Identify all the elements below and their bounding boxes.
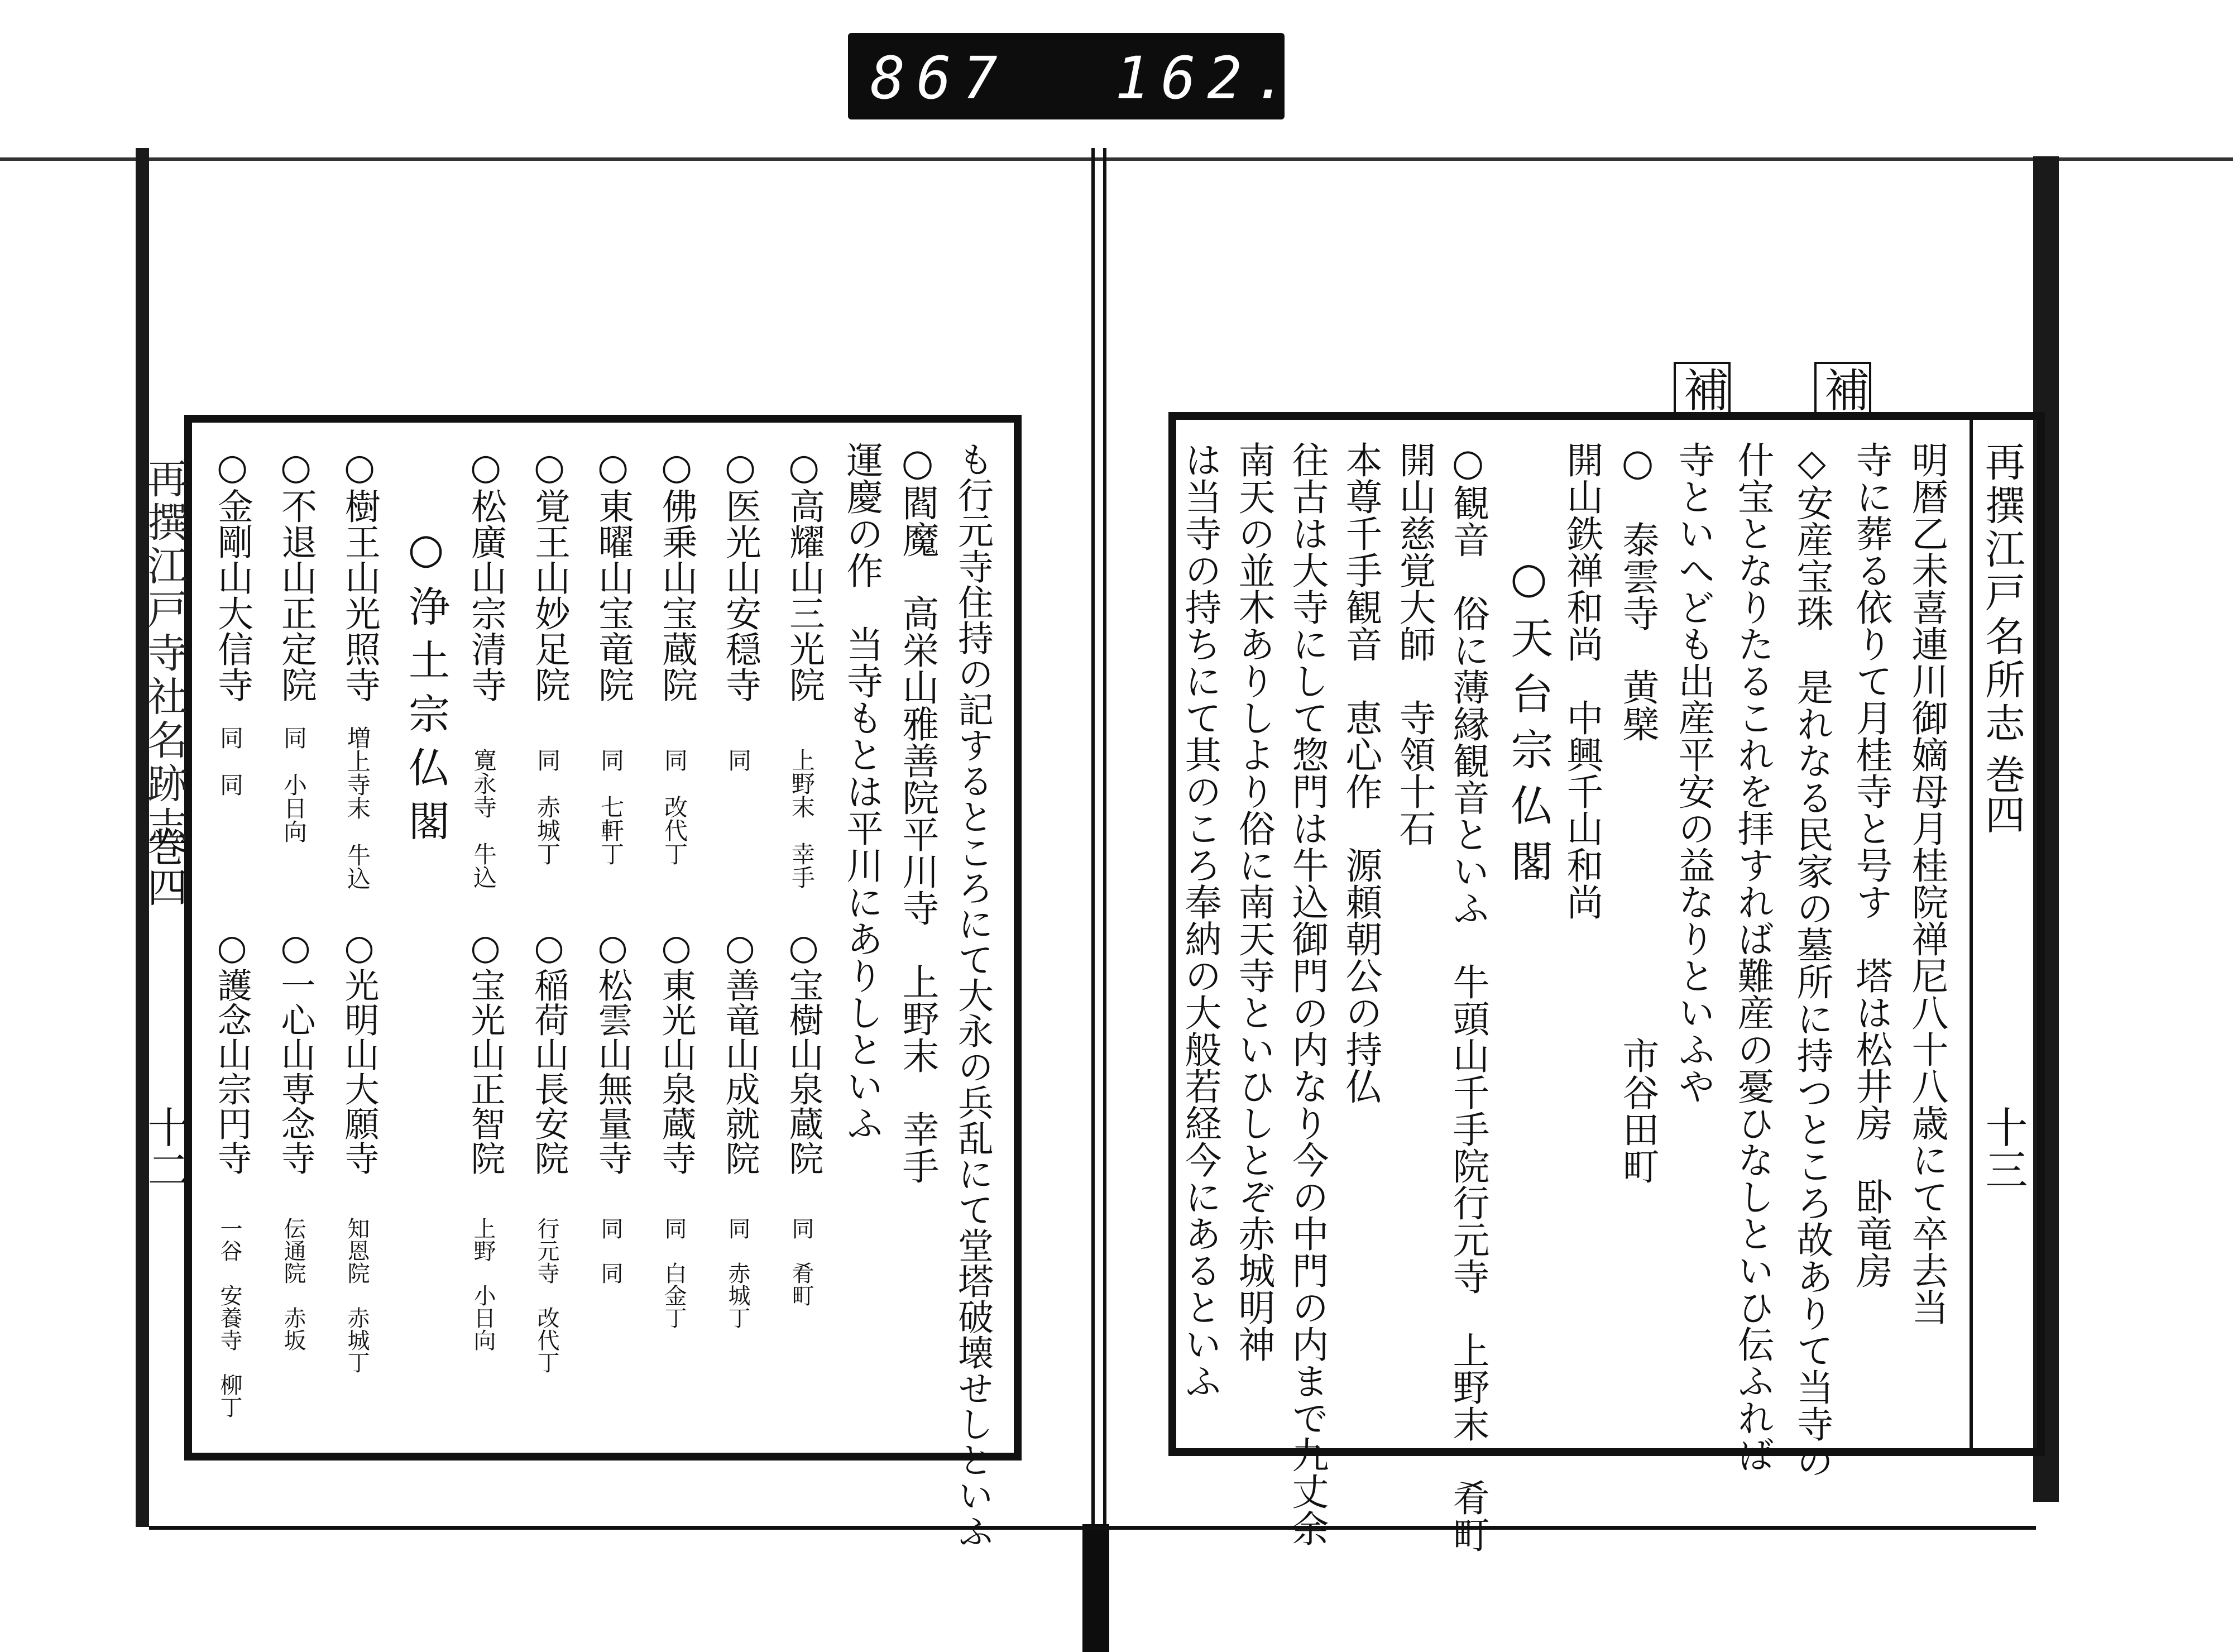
- temple-name: ○稲荷山長安院: [529, 927, 569, 1175]
- temple-note: 同 小日向: [280, 726, 308, 843]
- text-column: 開山慈覚大師 寺領十石: [1393, 441, 1436, 846]
- temple-note: 同 白金丁: [661, 1217, 687, 1329]
- temple-note: 同 七軒丁: [597, 748, 625, 865]
- temple-note: 同 改代丁: [661, 748, 688, 865]
- left-margin-title: 再撰江戸寺社名跡志: [141, 458, 188, 850]
- temple-note: 同: [725, 748, 752, 772]
- temple-name: ○不退山正定院: [275, 447, 317, 702]
- right-page-margin-rule: [1970, 420, 1973, 1448]
- temple-note: 寛永寺 牛込: [470, 748, 497, 889]
- temple-note: 伝通院 赤坂: [280, 1217, 306, 1351]
- temple-note: 上野 小日向: [470, 1217, 496, 1351]
- temple-name: ○覚王山妙足院: [529, 447, 570, 702]
- temple-note: 同 同: [597, 1217, 623, 1284]
- right-margin-title: 再撰江戸名所志: [1978, 441, 2025, 746]
- temple-note: 増上寺末 牛込: [344, 726, 371, 890]
- temple-name: ○佛乗山宝蔵院: [656, 447, 697, 702]
- temple-name: ○金剛山大信寺: [212, 447, 253, 702]
- left-page-number: 十二: [141, 1105, 190, 1190]
- text-column: 往古は大寺にして惣門は牛込御門の内なり今の中門の内まで九丈余: [1286, 441, 1329, 1546]
- temple-name: ○宝光山正智院: [465, 927, 506, 1175]
- section-heading-jodo: ○浄土宗仏閣: [402, 525, 450, 853]
- section-heading-tendai: ○天台宗仏閣: [1504, 553, 1554, 895]
- temple-note: 上野末 幸手: [788, 748, 816, 889]
- temple-name: ○樹王山光照寺: [339, 447, 380, 702]
- text-column: ○観音 俗に薄縁観音といふ 牛頭山千手院行元寺 上野末 肴町: [1446, 441, 1489, 1553]
- text-column: 明暦乙未喜連川御嫡母月桂院禅尼八十八歳にて卒去当: [1905, 441, 1948, 1325]
- temple-note: 同 赤城丁: [725, 1217, 750, 1329]
- gutter-line-right: [1103, 148, 1106, 1639]
- hosei-mark-lower: 補: [1674, 362, 1731, 416]
- temple-name: ○東光山泉蔵寺: [656, 927, 697, 1175]
- stamp-right-number: 162.: [1115, 44, 1300, 112]
- temple-note: 行元寺 改代丁: [534, 1217, 559, 1373]
- temple-name: ○善竜山成就院: [720, 927, 760, 1175]
- text-column: も行元寺住持の記するところにて大永の兵乱にて堂塔破壊せしといふ: [952, 441, 993, 1549]
- catalog-number-stamp: [848, 33, 1300, 119]
- text-column: ○閻魔 高栄山雅善院平川寺 上野末 幸手: [896, 441, 939, 1184]
- temple-name: ○光明山大願寺: [339, 927, 380, 1175]
- temple-name: ○松廣山宗清寺: [465, 447, 506, 702]
- right-volume-label: 巻四: [1978, 754, 2025, 834]
- gutter-line-left: [1091, 148, 1095, 1639]
- text-column: 運慶の作 当寺もとは平川にありしといふ: [840, 441, 883, 1141]
- text-column: 什宝となりたるこれを拝すれば難産の憂ひなしといひ伝ふれば: [1731, 441, 1774, 1473]
- temple-name: ○松雲山無量寺: [592, 927, 633, 1175]
- temple-note: 同 同: [217, 726, 244, 796]
- hosei-mark-upper: 補: [1814, 362, 1871, 416]
- text-column: 南天の並木ありしより俗に南天寺といひしとぞ赤城明神: [1232, 441, 1275, 1362]
- text-column: 開山鉄禅和尚 中興千山和尚: [1560, 441, 1603, 920]
- temple-note: 一谷 安養寺 柳丁: [217, 1217, 242, 1418]
- text-column: 本尊千手観音 恵心作 源頼朝公の持仏: [1339, 441, 1382, 1104]
- text-column: 寺に葬る依りて月桂寺と号す 塔は松井房 卧竜房: [1849, 441, 1892, 1289]
- temple-name: ○宝樹山泉蔵院: [783, 927, 824, 1175]
- temple-name: ○高耀山三光院: [783, 447, 825, 702]
- text-column: ○ 泰雲寺 黄檗 市谷田町: [1616, 441, 1659, 1184]
- temple-note: 知恩院 赤城丁: [344, 1217, 370, 1373]
- text-column: ◇安産宝珠 是れなる民家の墓所に持つところ故ありて当寺の: [1790, 441, 1833, 1479]
- temple-note: 同 赤城丁: [534, 748, 561, 865]
- temple-name: ○東曜山宝竜院: [592, 447, 634, 702]
- stamp-left-number: 867: [870, 44, 1009, 112]
- temple-name: ○護念山宗円寺: [212, 927, 252, 1175]
- temple-name: ○医光山安穏寺: [720, 447, 761, 702]
- left-volume-label: 巻四: [141, 826, 188, 907]
- right-page-number: 十三: [1978, 1105, 2028, 1190]
- scan-top-rule: [0, 157, 2233, 161]
- text-column: 寺といへども出産平安の益なりといふや: [1672, 441, 1715, 1104]
- temple-note: 同 肴町: [788, 1217, 814, 1306]
- temple-name: ○一心山専念寺: [275, 927, 316, 1175]
- text-column: は当寺の持ちにて其のころ奉納の大般若経今にあるといふ: [1178, 441, 1221, 1399]
- binding-strip: [1082, 1524, 1109, 1652]
- bottom-page-edge: [149, 1526, 2036, 1530]
